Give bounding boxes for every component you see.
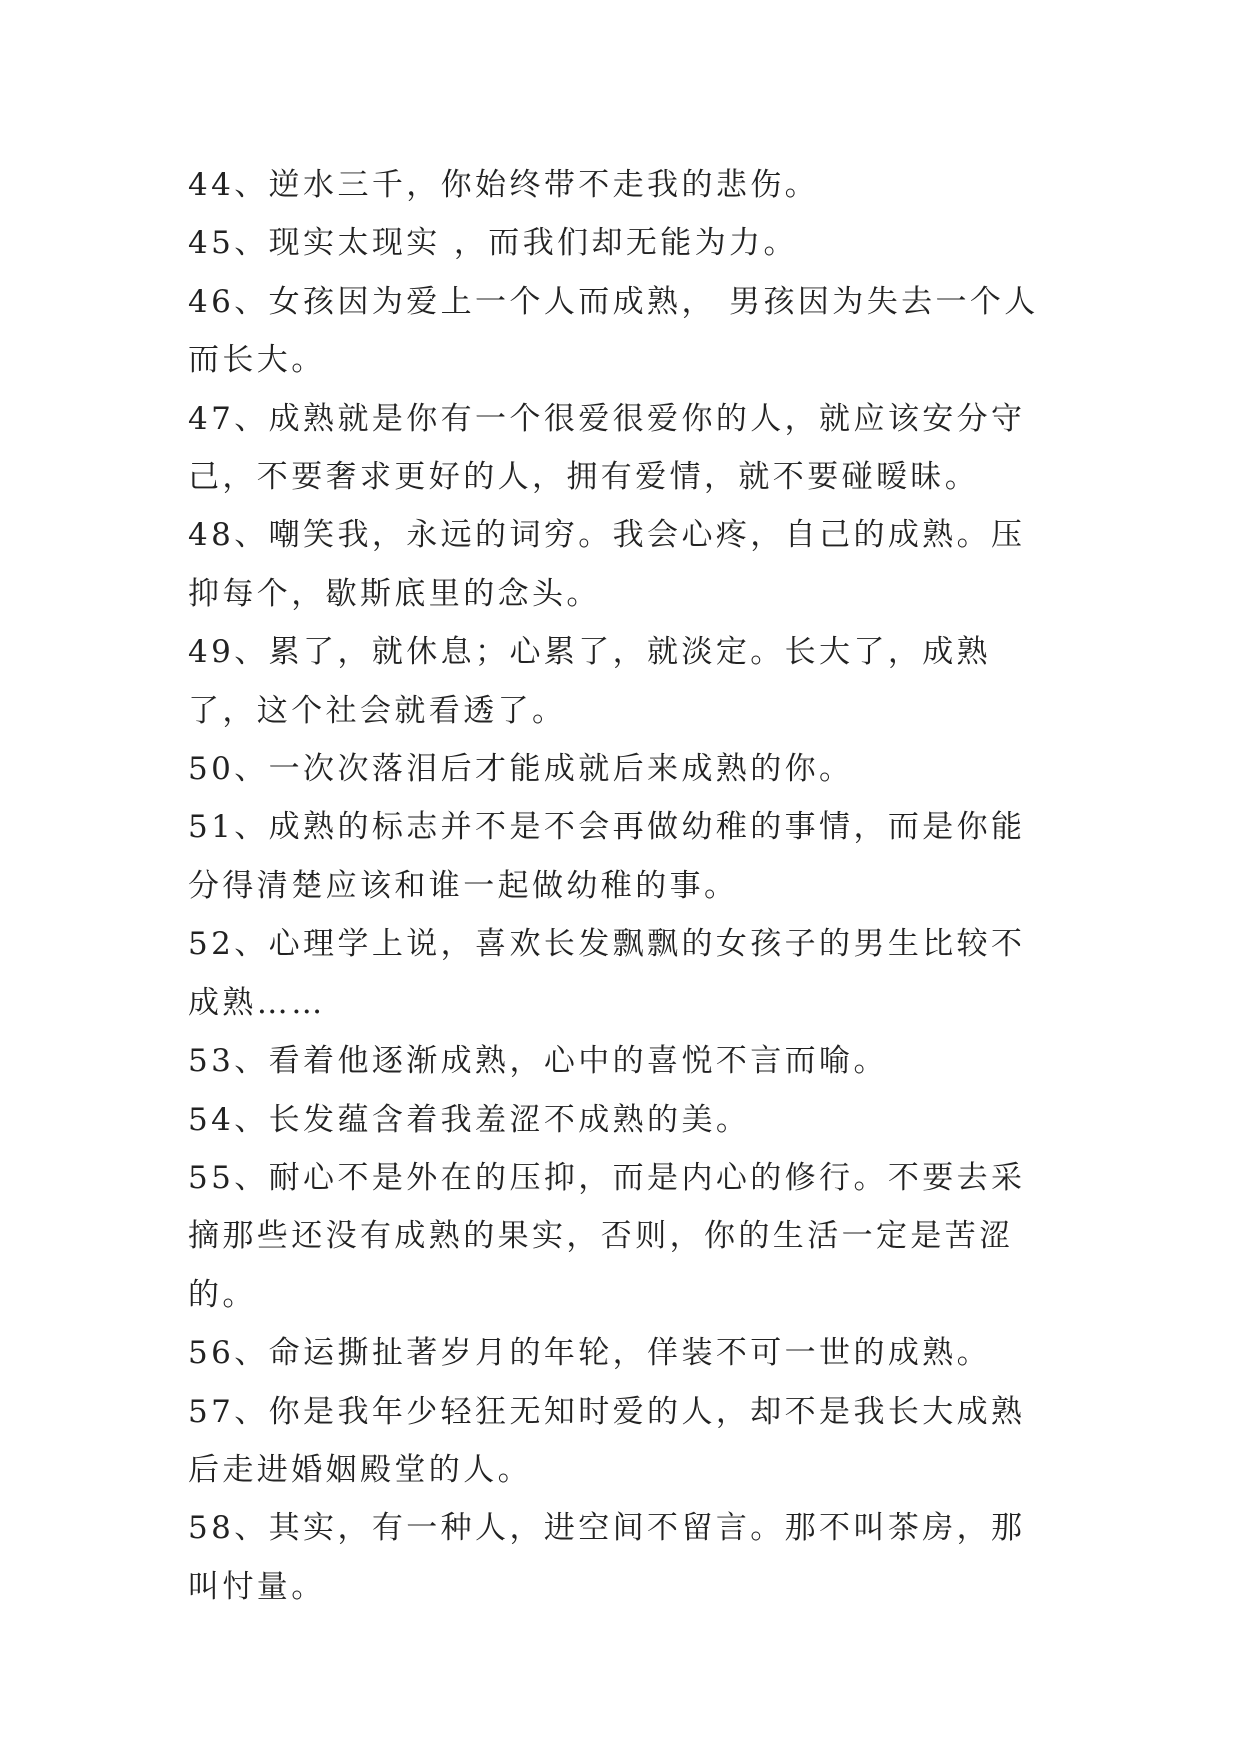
- list-item-58: 58、其实，有一种人，进空间不留言。那不叫茶房，那叫忖量。: [188, 1510, 1026, 1605]
- list-item-46: 46、女孩因为爱上一个人而成熟， 男孩因为失去一个人而长大。: [188, 283, 1039, 379]
- list-item-45: 45、现实太现实 ，而我们却无能为力。: [188, 225, 798, 262]
- document-body: [188, 156, 1058, 1616]
- list-item-54: 54、长发蕴含着我羞涩不成熟的美。: [188, 1101, 751, 1138]
- list-item-53: 53、看着他逐渐成熟，心中的喜悦不言而喻。: [188, 1043, 888, 1080]
- list-item-44: 44、逆水三千，你始终带不走我的悲伤。: [188, 167, 820, 203]
- list-item-50: 50、一次次落泪后才能成就后来成熟的你。: [188, 751, 854, 788]
- list-item-52: 52、心理学上说，喜欢长发飘飘的女孩子的男生比较不成熟……: [188, 926, 1026, 1021]
- list-item-55: 55、耐心不是外在的压抑，而是内心的修行。不要去采摘那些还没有成熟的果实，否则，你的生活一定是苦涩的。: [188, 1159, 1026, 1313]
- list-item-57: 57、你是我年少轻狂无知时爱的人，却不是我长大成熟后走进婚姻殿堂的人。: [188, 1393, 1026, 1488]
- list-item-56: 56、命运撕扯著岁月的年轮，佯装不可一世的成熟。: [188, 1335, 992, 1372]
- list-item-51: 51、成熟的标志并不是不会再做幼稚的事情，而是你能分得清楚应该和谁一起做幼稚的事。: [188, 809, 1026, 904]
- list-item-47: 47、成熟就是你有一个很爱很爱你的人，就应该安分守己，不要奢求更好的人，拥有爱情，就不要碰暧昧。: [188, 400, 1026, 496]
- list-item-49: 49、累了，就休息；心累了，就淡定。长大了，成熟了，这个社会就看透了。: [188, 634, 992, 729]
- list-item-48: 48、嘲笑我，永远的词穷。我会心疼，自己的成熟。压抑每个，歇斯底里的念头。: [188, 517, 1026, 612]
